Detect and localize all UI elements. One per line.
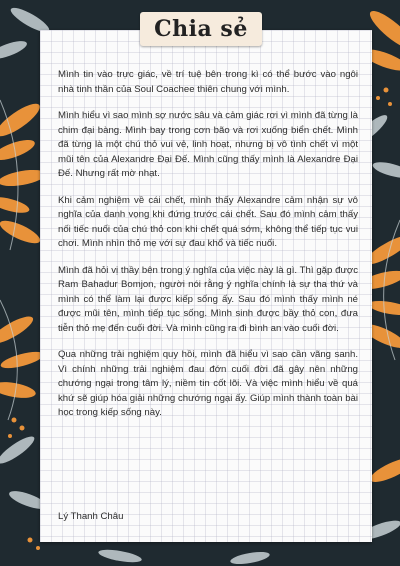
title-badge bbox=[140, 12, 262, 46]
paragraph-5: Qua những trải nghiệm quy hồi, mình đã hiểu vì sao cần vãng sanh. Vì chính những trải nghiệm đau đớn cuối đời đã gây nên những chướng ngại trong tâm lý, niềm tin cốt lõi. Và việc mình hiểu về quá khứ sẽ giúp hóa giải những chướng ngại ấy. Giúp mình thành toàn bài học trong kiếp sống này. bbox=[58, 349, 358, 418]
paragraph-3: Khi cảm nghiệm về cái chết, mình thấy Alexandre cảm nhận sự vô nghĩa của danh vọng khi đứng trước cái chết. Sau đó mình cảm thấy nối tiếc nuối của chú thỏ con khi chết quá sớm, không thể tiếp tục vui chơi. Mình nhìn thỏ mẹ với sự đau khổ và tiếc nuối. bbox=[58, 194, 358, 249]
paragraph-1: Mình tin vào trực giác, về trí tuệ bên trong kì có thể bước vào ngôi nhà tinh thần của Soul Coachee thiên chung với mình. bbox=[58, 69, 358, 95]
paragraph-2: Mình hiểu vì sao mình sợ nước sâu và cảm giác rơi vì mình đã từng là chim đại bàng. Mình bay trong cơn bão và rơi xuống biển chết. Mình đã từng là một chú thỏ vui vẻ, linh hoạt, nhưng bị vô tình chết vì một mũi tên của Alexandre Đại Đế. Mình cũng thấy mình là Alexandre Đại Đế. Nhưng rất mờ nhạt. bbox=[58, 110, 358, 179]
page-title: Chia sẻ bbox=[154, 16, 248, 42]
note-paper bbox=[40, 30, 372, 542]
paragraph-4: Mình đã hỏi vị thầy bên trong ý nghĩa của việc này là gì. Thì gặp được Ram Bahadur Bomjon, người nói rằng ý nghĩa chính là sự tha thứ và mình có thể làm lại được kiếp sống ấy. Sau đó mình thấy mình né được mũi tên, mình tiếp tục sống. Mình sinh được bầy thỏ con, đưa tiễn thỏ mẹ đến cuối đời. Và mình cũng ra đi bình an vào cuối đời. bbox=[58, 264, 358, 334]
author-signature: Lý Thanh Châu bbox=[58, 511, 124, 522]
paragraphs-container bbox=[58, 68, 358, 433]
